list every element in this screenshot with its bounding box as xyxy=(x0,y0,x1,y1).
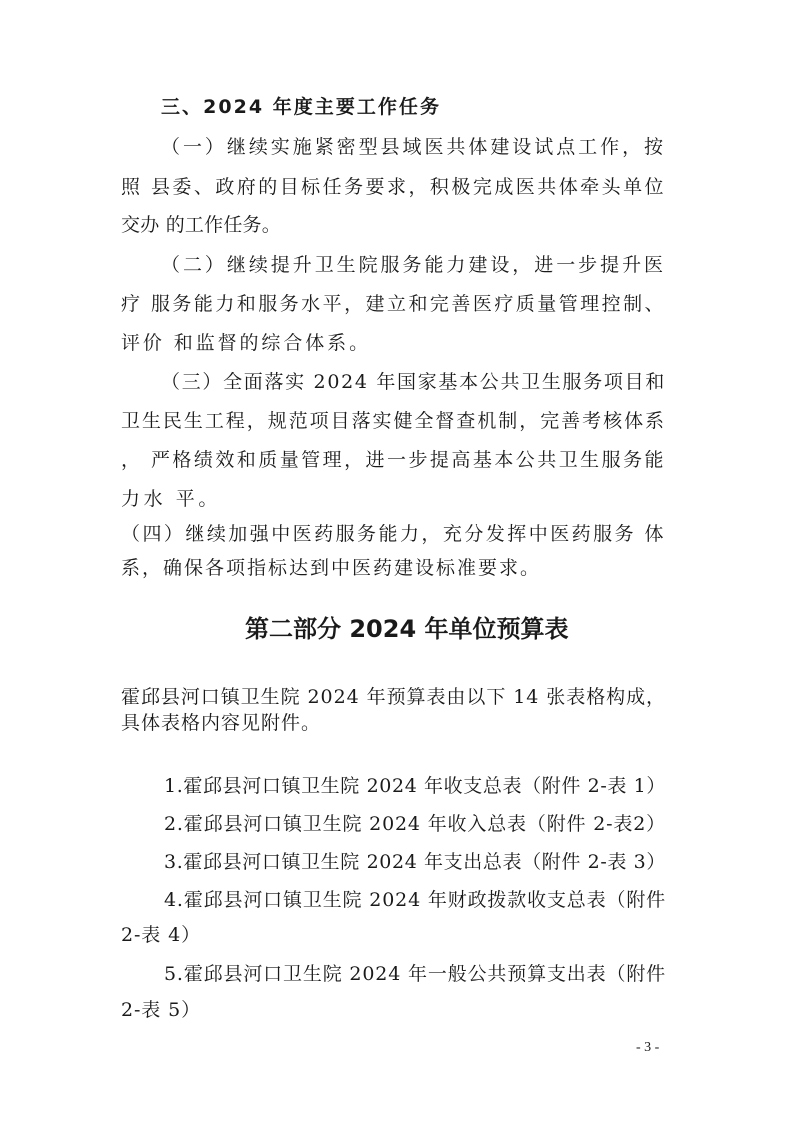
table-list-item-1: 1.霍邱县河口镇卫生院 2024 年收支总表（附件 2-表 1） xyxy=(164,775,666,797)
table-list-item-4-line-1: 4.霍邱县河口镇卫生院 2024 年财政拨款收支总表（附件 xyxy=(164,889,666,911)
part-2-intro-line-2: 具体表格内容见附件。 xyxy=(121,712,321,734)
task-2-line-3: 评价 和监督的综合体系。 xyxy=(121,332,371,354)
task-1-line-2: 照 县委、政府的目标任务要求，积极完成医共体牵头单位 xyxy=(121,176,666,198)
table-list-item-5-line-1: 5.霍邱县河口卫生院 2024 年一般公共预算支出表（附件 xyxy=(164,963,666,985)
task-3-line-2: 卫生民生工程，规范项目落实健全督查机制，完善考核体系 xyxy=(121,410,666,432)
section-3-heading: 三、2024 年度主要工作任务 xyxy=(161,96,441,118)
task-3-line-4: 力水 平。 xyxy=(121,488,221,510)
page-number: - 3 - xyxy=(636,1040,660,1055)
task-3-line-3: ， 严格绩效和质量管理，进一步提高基本公共卫生服务能 xyxy=(121,449,666,471)
task-1-line-1: （一）继续实施紧密型县域医共体建设试点工作，按 xyxy=(161,136,666,158)
table-list-item-5-line-2: 2-表 5） xyxy=(121,999,201,1021)
table-list-item-4-line-2: 2-表 4） xyxy=(121,924,201,946)
task-3-line-1: （三）全面落实 2024 年国家基本公共卫生服务项目和 xyxy=(161,371,666,393)
task-2-line-1: （二）继续提升卫生院服务能力建设，进一步提升医 xyxy=(161,254,666,276)
table-list-item-3: 3.霍邱县河口镇卫生院 2024 年支出总表（附件 2-表 3） xyxy=(164,851,666,873)
task-4-line-1: （四）继续加强中医药服务能力，充分发挥中医药服务 体 xyxy=(121,523,666,545)
part-2-title: 第二部分 2024 年单位预算表 xyxy=(245,615,569,643)
part-2-intro-line-1: 霍邱县河口镇卫生院 2024 年预算表由以下 14 张表格构成， xyxy=(121,686,666,708)
task-2-line-2: 疗 服务能力和服务水平，建立和完善医疗质量管理控制、 xyxy=(121,293,666,315)
task-1-line-3: 交办 的工作任务。 xyxy=(121,214,281,236)
table-list-item-2: 2.霍邱县河口镇卫生院 2024 年收入总表（附件 2-表2） xyxy=(164,813,666,835)
task-4-line-2: 系，确保各项指标达到中医药建设标准要求。 xyxy=(121,557,541,579)
